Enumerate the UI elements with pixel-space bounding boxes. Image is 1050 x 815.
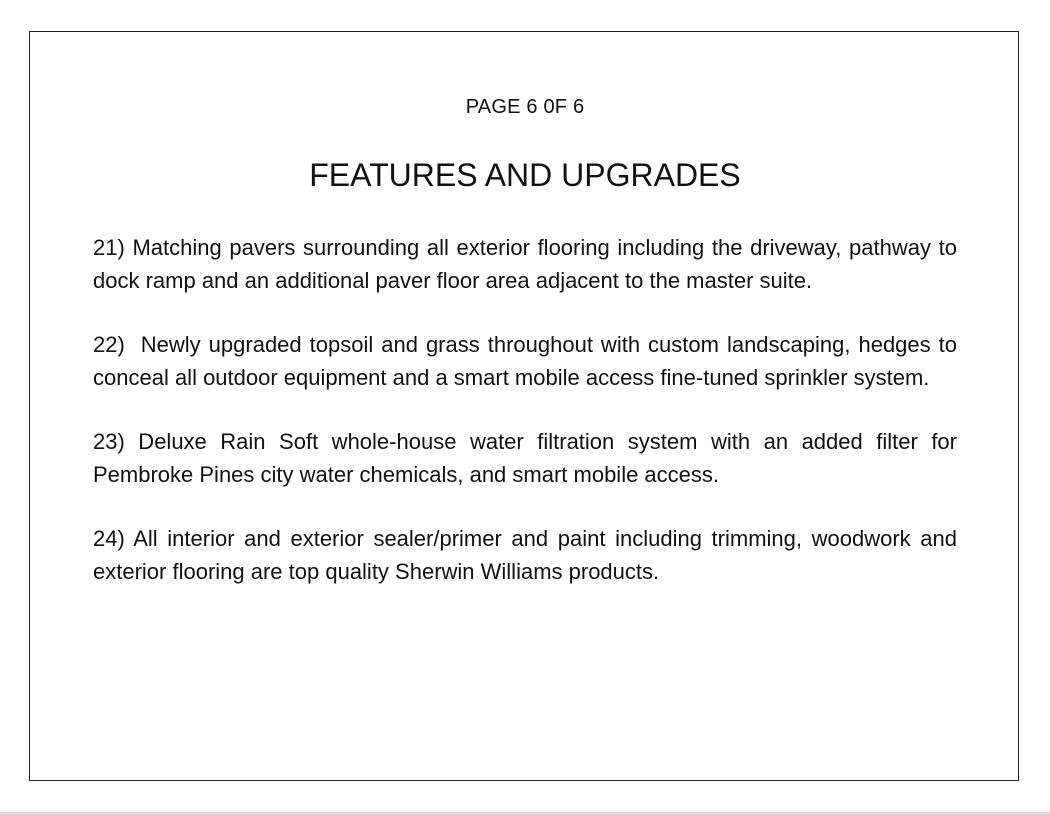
features-list xyxy=(93,232,964,620)
feature-item-24: 24) All interior and exterior sealer/primer and paint including trimming, woodwork and exterior flooring are top quality Sherwin Williams products. xyxy=(93,526,964,584)
page-title: FEATURES AND UPGRADES xyxy=(309,157,741,193)
feature-item-22: 22) Newly upgraded topsoil and grass throughout with custom landscaping, hedges to conceal all outdoor equipment and a smart mobile access fine-tuned sprinkler system. xyxy=(93,332,964,390)
page-number: PAGE 6 0F 6 xyxy=(465,96,585,118)
feature-item-23: 23) Deluxe Rain Soft whole-house water filtration system with an added filter for Pembroke Pines city water chemicals, and smart mobile access. xyxy=(93,429,964,487)
feature-item-21: 21) Matching pavers surrounding all exterior flooring including the driveway, pathway to dock ramp and an additional paver floor area adjacent to the master suite. xyxy=(93,235,964,293)
